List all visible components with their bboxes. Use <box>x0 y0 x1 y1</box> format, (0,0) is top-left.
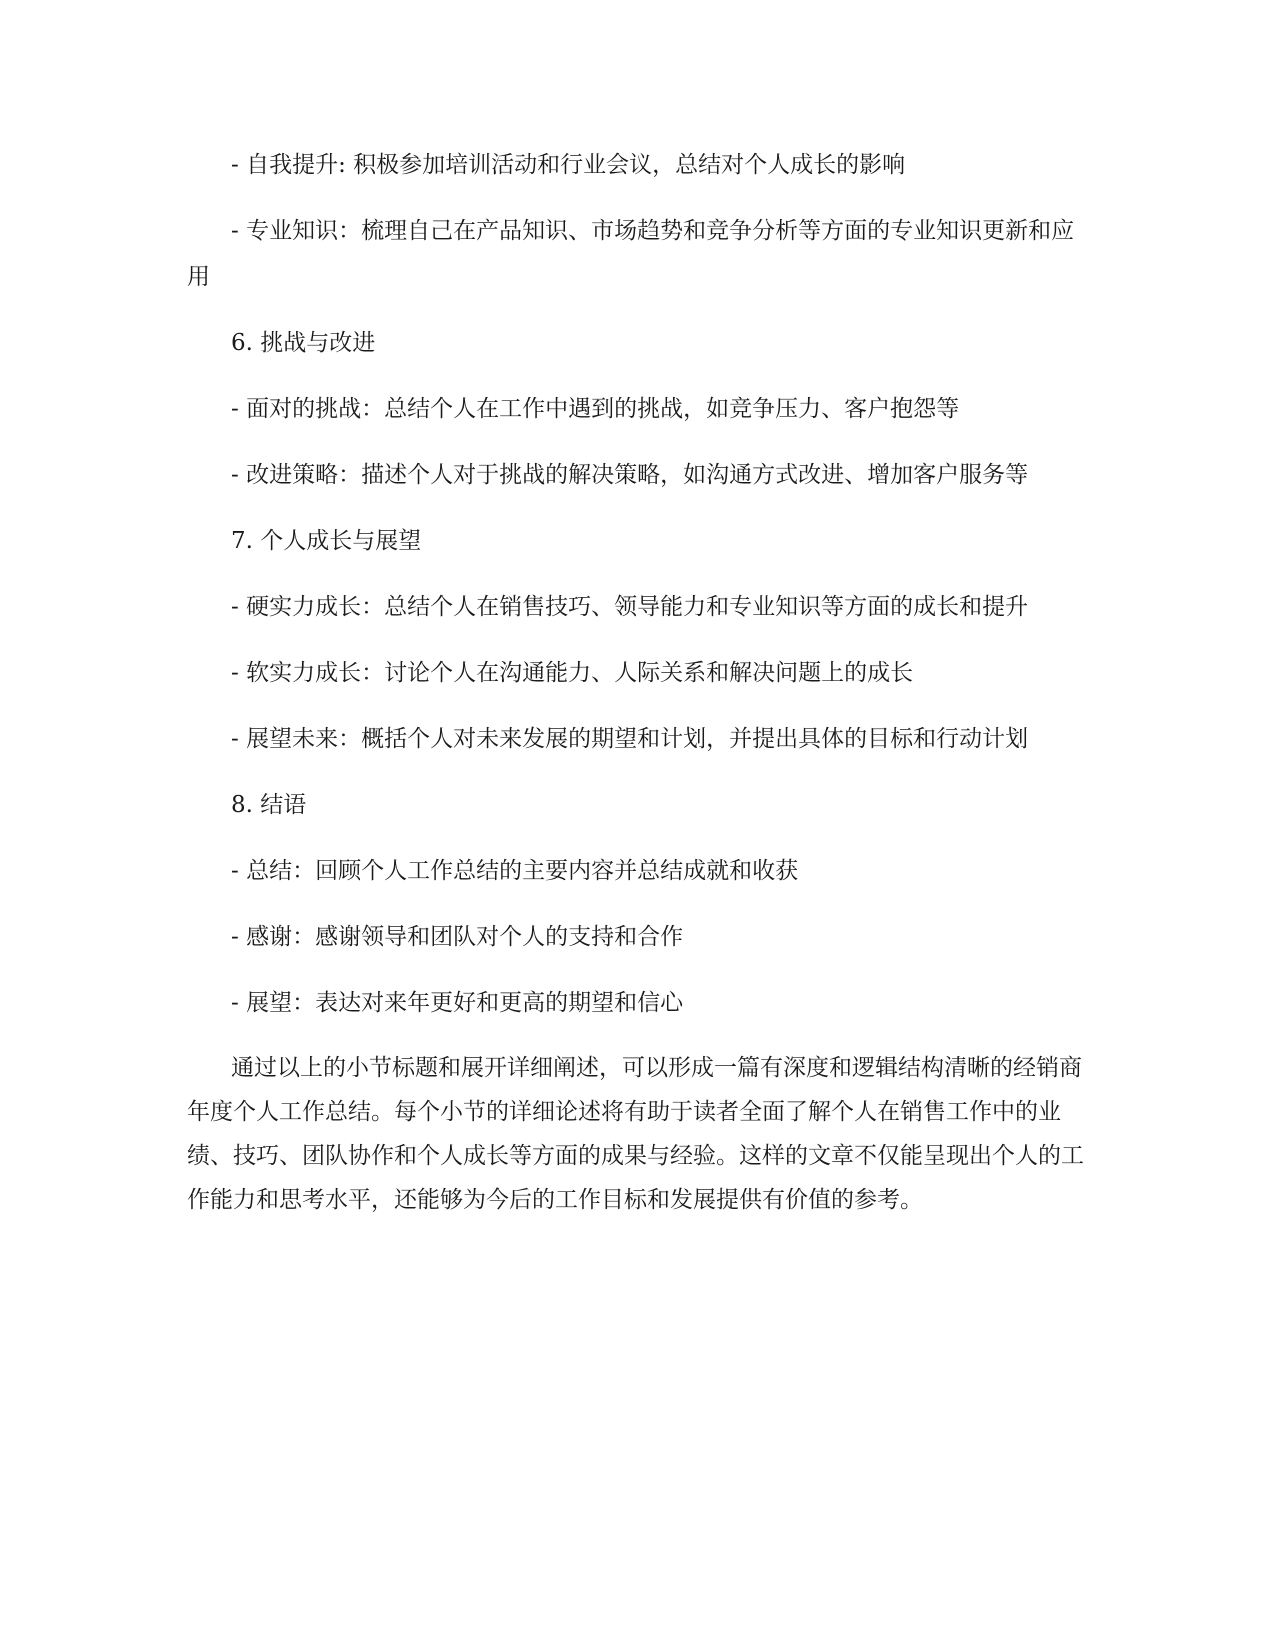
section-heading-7: 7. 个人成长与展望 <box>231 528 422 554</box>
section-heading-8: 8. 结语 <box>231 792 307 818</box>
bullet-professional-knowledge: - 专业知识：梳理自己在产品知识、市场趋势和竞争分析等方面的专业知识更新和应用 <box>187 218 1075 290</box>
bullet-thanks: - 感谢：感谢领导和团队对个人的支持和合作 <box>231 924 684 950</box>
bullet-self-improvement: - 自我提升: 积极参加培训活动和行业会议，总结对个人成长的影响 <box>231 152 906 178</box>
section-heading-6: 6. 挑战与改进 <box>231 330 376 356</box>
bullet-improvement-strategy: - 改进策略：描述个人对于挑战的解决策略，如沟通方式改进、增加客户服务等 <box>231 462 1029 488</box>
bullet-challenges-faced: - 面对的挑战：总结个人在工作中遇到的挑战，如竞争压力、客户抱怨等 <box>231 396 960 422</box>
document-body <box>187 142 1087 1222</box>
bullet-summary: - 总结：回顾个人工作总结的主要内容并总结成就和收获 <box>231 858 799 884</box>
bullet-soft-skills-growth: - 软实力成长：讨论个人在沟通能力、人际关系和解决问题上的成长 <box>231 660 914 686</box>
bullet-outlook: - 展望：表达对来年更好和更高的期望和信心 <box>231 990 684 1016</box>
bullet-future-outlook: - 展望未来：概括个人对未来发展的期望和计划，并提出具体的目标和行动计划 <box>231 726 1029 752</box>
bullet-hard-skills-growth: - 硬实力成长：总结个人在销售技巧、领导能力和专业知识等方面的成长和提升 <box>231 594 1029 620</box>
closing-paragraph: 通过以上的小节标题和展开详细阐述，可以形成一篇有深度和逻辑结构清晰的经销商年度个人工作总结。每个小节的详细论述将有助于读者全面了解个人在销售工作中的业绩、技巧、团队协作和个人成长等方面的成果与经验。这样的文章不仅能呈现出个人的工作能力和思考水平，还能够为今后的工作目标和发展提供有价值的参考。 <box>187 1055 1084 1213</box>
